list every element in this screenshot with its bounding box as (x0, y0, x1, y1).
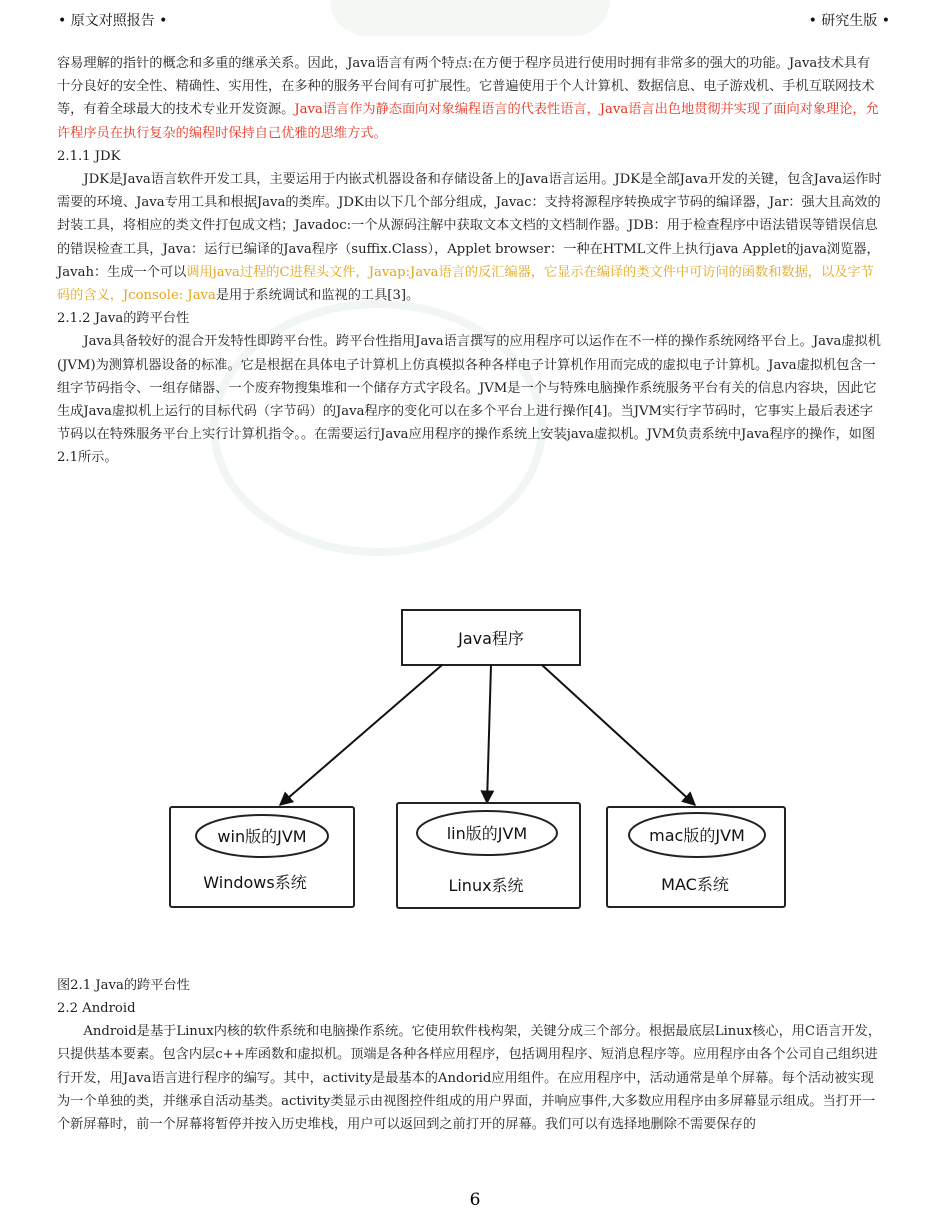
body-text-upper (57, 52, 883, 470)
paragraph-jdk (57, 168, 883, 307)
text-highlight-red: Java语言作为静态面向对象编程语言的代表性语言，Java语言出色地贯彻并实现了面向对象理论，允许程序员在执行复杂的编程时保持自己优雅的思维方式。 (57, 102, 879, 141)
diagram-box-linux (397, 803, 580, 908)
diagram-box-mac (607, 807, 785, 907)
heading-jdk: 2.1.1 JDK (57, 148, 121, 164)
header-report-label: • 原文对照报告 • (58, 13, 168, 29)
arrow-to-linux (487, 665, 491, 803)
diagram-jvm-label: win版的JVM (217, 827, 307, 846)
paragraph-java-intro (57, 52, 883, 145)
text-normal: JDK是Java语言软件开发工具，主要运用于内嵌式机器设备和存储设备上的Java语言运用。JDK是全部Java开发的关键，包含Java运作时需要的环境、Java专用工具和根据Java的类库。JDK由以下几个部分组成，Javac：支持将源程序转换成字节码的编译器，Jar：强大且高效的封装工具，将相应的类文件打包成文档；Javadoc:一个从源码注解中获取文本文档的文档制作器。JDB：用于检查程序中语法错误等错误信息的错误检查工具，Java：运行已编译的Java程序（suffix.Class），Applet browser：一种在HTML文件上执行java Applet的java浏览器，Javah：生成一个可以 (57, 172, 882, 280)
diagram-top-label: Java程序 (458, 629, 524, 648)
heading-cross-platform: 2.1.2 Java的跨平台性 (57, 311, 190, 327)
header-edition-label: • 研究生版 • (808, 13, 890, 29)
text-highlight-orange: 调用java过程的C进程头文件，Javap:Java语言的反汇编器，它显示在编译的类文件中可访问的函数和数据，以及字节码的含义，Jconsole: Java (57, 264, 874, 304)
figure-caption: 图2.1 Java的跨平台性 (57, 978, 190, 993)
page-number: 6 (469, 1190, 481, 1210)
paragraph-cross-platform: Java具备较好的混合开发特性即跨平台性。跨平台性指用Java语言撰写的应用程序可以运作在不一样的操作系统网络平台上。Java虚拟机(JVM)为测算机器设备的标准。它是根据在具体电子计算机上仿真模拟各种各样电子计算机作用而完成的虚拟电子计算机。Java虚拟机包含一组字节码指令、一组存储器、一个废弃物搜集堆和一个储存方式字段名。JVM是一个与特殊电脑操作系统服务平台有关的信息内容块，因此它生成Java虚拟机上运行的目标代码（字节码）的Java程序的变化可以在多个平台上进行操作[4]。当JVM实行字节码时，它事实上最后表述字节码以在特殊服务平台上实行计算机指令。。在需要运行Java应用程序的操作系统上安装java虚拟机。JVM负责系统中Java程序的操作，如图2.1所示。 (57, 334, 881, 466)
text-normal: 容易理解的指针的概念和多重的继承关系。因此，Java语言有两个特点:在方便于程序员进行使用时拥有非常多的强大的功能。Java技术具有十分良好的安全性、精确性、实用性，在多种的服务平台间有可扩展性。它普遍使用于个人计算机、数据信息、电子游戏机、手机互联网技术等，有着全球最大的技术专业开发资源。 (57, 56, 875, 118)
diagram-os-label: MAC系统 (661, 875, 729, 894)
diagram-box-windows (170, 807, 354, 907)
text-normal: 是用于系统调试和监视的工具[3]。 (215, 288, 420, 304)
diagram-os-label: Linux系统 (448, 876, 524, 895)
diagram-jvm-label: mac版的JVM (649, 826, 745, 845)
diagram-os-label: Windows系统 (203, 873, 307, 892)
body-text-lower (57, 997, 883, 1136)
arrow-to-windows (280, 665, 442, 805)
heading-android: 2.2 Android (57, 1001, 136, 1016)
figure-jvm-diagram (150, 585, 800, 930)
watermark-emblem (330, 0, 610, 36)
arrow-to-mac (542, 665, 695, 805)
paragraph-android: Android是基于Linux内核的软件系统和电脑操作系统。它使用软件栈构架，关键分成三个部分。根据最底层Linux核心，用C语言开发，只提供基本要素。包含内层c++库函数和虚拟机。顶端是各种各样应用程序，包括调用程序、短消息程序等。应用程序由各个公司自己组织进行开发，用Java语言进行程序的编写。其中，activity是最基本的Andorid应用组件。在应用程序中，活动通常是单个屏幕。每个活动被实现为一个单独的类，并继承自活动基类。activity类显示由视图控件组成的用户界面，并响应事件,大多数应用程序由多屏幕显示组成。当打开一个新屏幕时，前一个屏幕将暂停并按入历史堆栈，用户可以返回到之前打开的屏幕。我们可以有选择地删除不需要保存的 (57, 1024, 882, 1133)
diagram-jvm-label: lin版的JVM (446, 824, 528, 843)
